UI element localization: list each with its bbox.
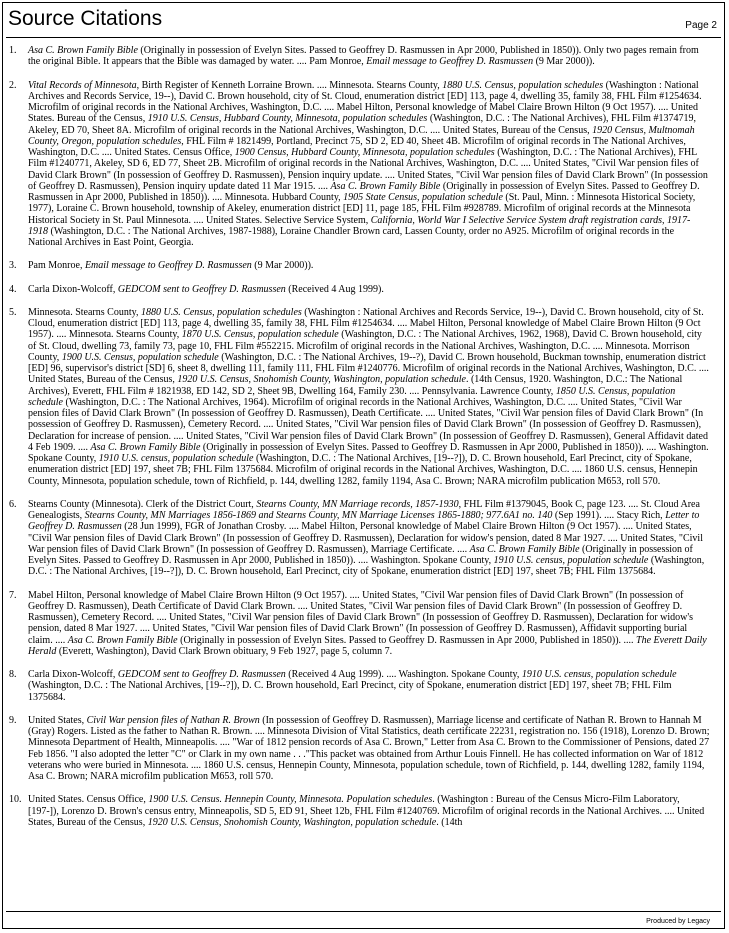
citation-item: [9, 307, 710, 487]
citation-text: Vital Records of Minnesota, Birth Register of Kenneth Lorraine Brown. .... Minnesota. Stearns County, 1880 U.S. Census, population schedules (Washington : National Archives and Records Service, 19--), David C. Brown household, city of St. Cloud, enumeration district [ED] 113, page 4, dwelling 35, family 38, FHL Film #1254634. Microfilm of original records in the National Archives, Washington, D.C. .... Mabel Hilton, Personal knowledge of Mabel Claire Brown Hilton (9 Oct 1957). .... United States. Bureau of the Census, 1910 U.S. Census, Hubbard County, Minnesota, population schedules (Washington, D.C. : The National Archives), FHL Film #1374719, Akeley, ED 70, Sheet 8A. Microfilm of original records in the National Archives, Washington, D.C. .... United States, Bureau of the Census, 1920 Census, Multnomah County, Oregon, population schedules, FHL Film # 1821499, Portland, Precinct 75, SD 2, ED 40, Sheet 4B. Microfilm of original records in The National Archives, Washington, D.C. .... United States. Census Office, 1900 Census, Hubbard County, Minnesota, population schedules (Washington, D.C. : The National Archives), FHL Film #1240771, Akeley, SD 6, ED 77, Sheet 2B. Microfilm of original records in the National Archives, Washington, D.C. .... United States, "Civil War pension files of David Clark Brown" (In possession of Geoffrey D. Rasmussen), Pension inquiry update. .... United States, "Civil War pension files of David Clark Brown" (In possession of Geoffrey D. Rasmussen), Pension inquiry update dated 11 Mar 1915. .... Asa C. Brown Family Bible (Originally in possession of Evelyn Sites. Passed to Geoffrey D. Rasmussen in Apr 2000, Published in 1850)). .... Minnesota. Hubbard County, 1905 State Census, population schedule (St. Paul, Minn. : Minnesota Historical Society, 1977), Loraine C. Brown household, township of Akeley, enumeration district [ED] 11, page 185, FHL Film #928789. Microfilm of original records at the Minnesota Historical Society in St. Paul Minnesota. .... United States. Selective Service System, California, World War I Selective Service System draft registration cards, 1917-1918 (Washington, D.C. : The National Archives, 1987-1988), Loraine Chandler Brown card, Lassen County, order no A925. Microfilm of original records in the National Archives in East Point, Georgia.: [28, 79, 708, 248]
report-page: [2, 2, 725, 929]
producer-credit: Produced by Legacy: [646, 918, 710, 925]
citation-text: Carla Dixon-Wolcoff, GEDCOM sent to Geoffrey D. Rasmussen (Received 4 Aug 1999). .... Washington. Spokane County, 1910 U.S. census, population schedule (Washington, D.C. : The National Archives, [19--?]), D. C. Brown household, Earl Precinct, city of Spokane, enumeration district [ED] 197, sheet 7B; FHL Film 1375684.: [28, 669, 677, 703]
header-rule: [6, 37, 721, 38]
citation-item: [9, 260, 710, 271]
citation-item: [9, 284, 710, 295]
citation-item: [9, 499, 710, 578]
citation-number: 3.: [9, 260, 17, 272]
citation-number: 1.: [9, 45, 17, 56]
citation-text: Mabel Hilton, Personal knowledge of Mabel Claire Brown Hilton (9 Oct 1957). .... United States, "Civil War pension files of David Clark Brown" (In possession of Geoffrey D. Rasmussen), Death Certificate of David Clark Brown. .... United States, "Civil War pension files of David Clark Brown" (In possession of Geoffrey D. Rasmussen), Cemetery Record. .... United States, "Civil War pension files of David Clark Brown" (In possession of Geoffrey D. Rasmussen), Declaration for widow's pension, dated 8 Mar 1927. .... United States, "Civil War pension files of David Clark Brown" (In possession of Geoffrey D. Rasmussen), Affidavit supporting burial claim. .... Asa C. Brown Family Bible (Originally in possession of Evelyn Sites. Passed to Geoffrey D. Rasmussen in Apr 2000, Published in 1850)). .... The Everett Daily Herald (Everett, Washington), David Clark Brown obituary, 9 Feb 1927, page 5, column 7.: [28, 589, 707, 657]
citation-item: [9, 794, 710, 828]
citation-number: 2.: [9, 79, 17, 91]
citation-list: [9, 45, 710, 840]
citation-number: 5.: [9, 306, 17, 318]
page-number: Page 2: [685, 20, 717, 31]
citation-text: United States. Census Office, 1900 U.S. Census. Hennepin County, Minnesota. Population schedules. (Washington : Bureau of the Census Micro-Film Laboratory, [197-]), Lorenzo D. Brown's census entry, Minneapolis, SD 5, ED 91, Sheet 12b, FHL Film #1240769. Microfilm of original records in the National Archives. .... United States, Bureau of the Census, 1920 U.S. Census, Snohomish County, Washington, population schedule. (14th: [28, 794, 705, 828]
page-title: Source Citations: [8, 7, 163, 30]
citation-item: [9, 715, 710, 783]
citation-number: 6.: [9, 498, 17, 510]
citation-number: 10.: [9, 794, 22, 806]
citation-item: [9, 669, 710, 703]
citation-text: Carla Dixon-Wolcoff, GEDCOM sent to Geoffrey D. Rasmussen (Received 4 Aug 1999).: [28, 283, 384, 295]
citation-item: [9, 45, 710, 68]
citation-item: [9, 80, 710, 249]
citation-number: 7.: [9, 589, 17, 601]
citation-text: Pam Monroe, Email message to Geoffrey D. Rasmussen (9 Mar 2000)).: [28, 260, 314, 272]
citation-number: 9.: [9, 714, 17, 726]
citation-text: United States, Civil War pension files of Nathan R. Brown (In possession of Geoffrey D. Rasmussen), Marriage license and certificate of Nathan R. Brown to Hannah M (Gray) Rogers. Listed as the father to Nathan R. Brown. .... Minnesota Division of Vital Statistics, death certificate 22231, registration no. 156 (1918), Lorenzo D. Brown; Minnesota Department of Health, Minneapolis. .... "War of 1812 pension records of Asa C. Brown," Letter from Asa C. Brown to the Commissioner of Pensions, dated 27 Feb 1856. "I also adopted the letter "C" or Clark in my own name . . ."This packet was obtained from Arthur Louis Finnell. He has collected information on War of 1812 veterans who were buried in Minnesota. .... 1860 U.S. census, Hennepin County, Minnesota, population schedule, town of Richfield, p. 144, dwelling 1282, family 1194, Asa C. Brown; NARA microfilm publication M653, roll 570.: [28, 714, 710, 782]
citation-text: Asa C. Brown Family Bible (Originally in possession of Evelyn Sites. Passed to Geoffrey D. Rasmussen in Apr 2000, Published in 1850)). Only two pages remain from the original Bible. It appears that the Bible was damaged by water. .... Pam Monroe, Email message to Geoffrey D. Rasmussen (9 Mar 2000)).: [28, 45, 699, 68]
citation-number: 4.: [9, 283, 17, 295]
citation-number: 8.: [9, 669, 17, 680]
citation-text: Stearns County (Minnesota). Clerk of the District Court, Stearns County, MN Marriage records, 1857-1930, FHL Film #1379045, Book C, page 123. .... St. Cloud Area Genealogists, Stearns County, MN Marriages 1856-1869 and Stearns County, MN Marriage Licenses 1865-1880; 977.6A1 no. 140 (Sep 1991). .... Stacy Rich, Letter to Geoffrey D. Rasmussen (28 Jun 1999), FGR of Jonathan Crosby. .... Mabel Hilton, Personal knowledge of Mabel Claire Brown Hilton (9 Oct 1957). .... United States, "Civil War pension files of David Clark Brown" (In possession of Geoffrey D. Rasmussen), Declaration for widow's pension, dated 8 Mar 1927. .... United States, "Civil War pension files of David Clark Brown" (In possession of Geoffrey D. Rasmussen), Marriage Certificate. .... Asa C. Brown Family Bible (Originally in possession of Evelyn Sites. Passed to Geoffrey D. Rasmussen in Apr 2000, Published in 1850)). .... Washington. Spokane County, 1910 U.S. census, population schedule (Washington, D.C. : The National Archives, [19--?]), D. C. Brown household, Earl Precinct, city of Spokane, enumeration district [ED] 197, sheet 7B; FHL Film 1375684.: [28, 498, 705, 578]
citation-text: Minnesota. Stearns County, 1880 U.S. Census, population schedules (Washington : National Archives and Records Service, 19--), David C. Brown household, city of St. Cloud, enumeration district [ED] 113, page 4, dwelling 35, family 38, FHL Film #1254634. .... Mabel Hilton, Personal knowledge of Mabel Claire Brown Hilton (9 Oct 1957). .... Minnesota. Stearns County, 1870 U.S. Census, population schedule (Washington, D.C. : The National Archives, 1962, 1968), David C. Brown household, city of St. Cloud, dwelling 73, family 73, page 10, FHL Film #552215. Microfilm of original records in the National Archives, Washington, D.C. .... Minnesota. Morrison County, 1900 U.S. Census, population schedule (Washington, D.C. : The National Archives, 19--?), David C. Brown household, Buckman township, enumeration district [ED] 96, supervisor's district [SD] 6, sheet 8, dwelling 111, family 111, FHL Film #1240776. Microfilm of original records in the National Archives, Washington, D.C. .... United States, Bureau of the Census, 1920 U.S. Census, Snohomish County, Washington, population schedule. (14th Census, 1920. Washington, D.C.: The National Archives), Everett, FHL Film # 1821938, ED 142, SD 2, Sheet 9B, Dwelling 164, Family 230. .... Pennsylvania. Lawrence County, 1850 U.S. Census, population schedule (Washington, D.C. : The National Archives, 1964). Microfilm of original records in the National Archives, Washington, D.C. .... United States, "Civil War pension files of David Clark Brown" (In possession of Geoffrey D. Rasmussen), Death Certificate. .... United States, "Civil War pension files of David Clark Brown" (In possession of Geoffrey D. Rasmussen), Cemetery Record. .... United States, "Civil War pension files of David Clark Brown" (In possession of Geoffrey D. Rasmussen), Declaration for increase of pension. .... United States, "Civil War pension files of David Clark Brown" (In possession of Geoffrey D. Rasmussen), General Affidavit dated 4 Feb 1909. .... Asa C. Brown Family Bible (Originally in possession of Evelyn Sites. Passed to Geoffrey D. Rasmussen in Apr 2000, Published in 1850)). .... Washington. Spokane County, 1910 U.S. census, population schedule (Washington, D.C. : The National Archives, [19--?]), D. C. Brown household, Earl Precinct, city of Spokane, enumeration district [ED] 197, sheet 7B; FHL Film 1375684. Microfilm of original records in the National Archives, Washington, D.C. .... 1860 U.S. census, Hennepin County, Minnesota, population schedule, town of Richfield, p. 144, dwelling 1282, family 1194, Asa C. Brown; NARA microfilm publication M653, roll 570.: [28, 306, 709, 487]
page-header: [6, 6, 719, 36]
citation-item: [9, 590, 710, 658]
footer-rule: [6, 911, 721, 912]
